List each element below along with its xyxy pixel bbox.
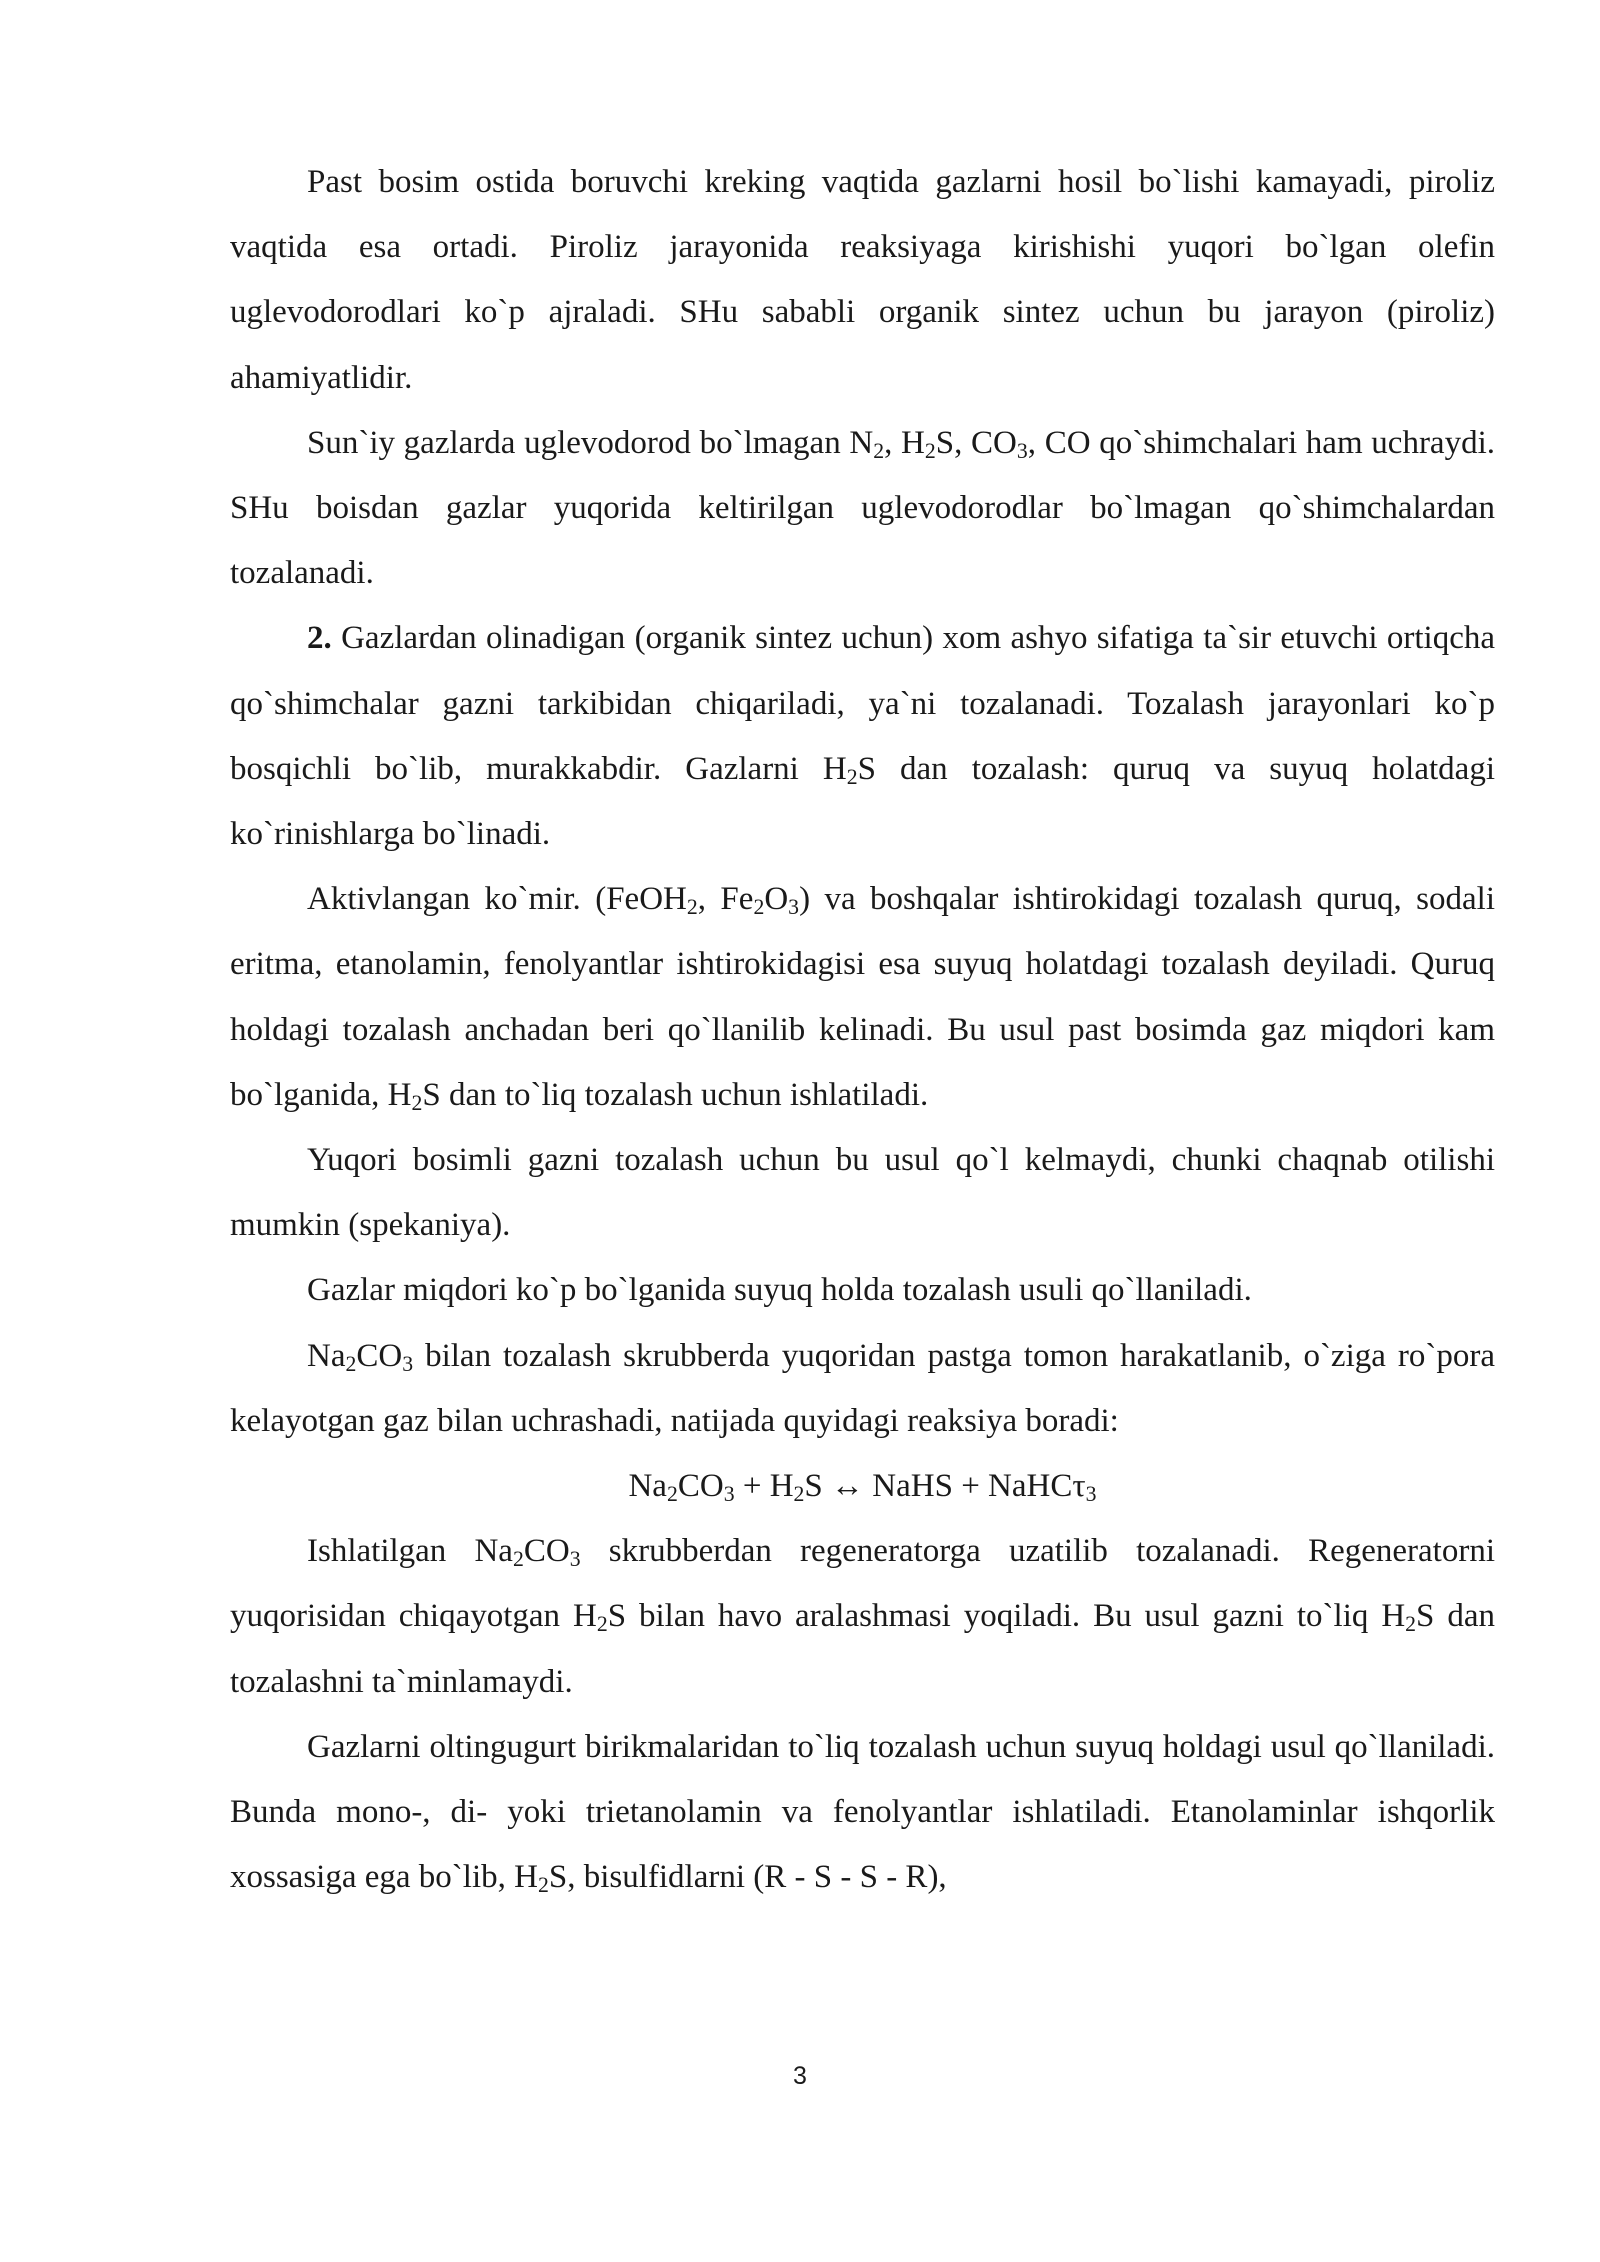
text-run: S dan tozalashni ta`minlamaydi. <box>230 1598 1495 1700</box>
text-run: skrubberdan regeneratorga uzatilib tozalanadi. Regeneratorni yuqorisidan chiqayotgan H <box>230 1533 1496 1635</box>
text-run: Yuqori bosimli gazni tozalash uchun bu usul qo`l kelmaydi, chunki chaqnab otilishi mumkin (spekaniya). <box>230 1142 1495 1244</box>
subscript: 2 <box>686 895 698 920</box>
text-run: S, CO <box>935 424 1017 461</box>
text-run: O <box>764 881 789 918</box>
subscript: 2 <box>537 1873 549 1898</box>
subscript: 3 <box>1016 438 1028 463</box>
text-run: + H <box>734 1468 794 1505</box>
subscript: 3 <box>1085 1481 1097 1506</box>
subscript: 2 <box>1405 1612 1417 1637</box>
text-run: Gazlar miqdori ko`p bo`lganida suyuq holda tozalash usuli qo`llaniladi. <box>307 1272 1252 1309</box>
text-run: CO <box>356 1337 403 1374</box>
text-run: S dan tozalash: quruq va suyuq holatdagi ko`rinishlarga bo`linadi. <box>230 750 1495 853</box>
text-run: S ↔ NaHS + NaHCτ <box>804 1468 1086 1505</box>
reaction-equation <box>230 1454 1495 1519</box>
page-number: 3 <box>793 2062 807 2090</box>
bold-number: 2. <box>307 620 332 657</box>
text-run: S bilan havo aralashmasi yoqiladi. Bu usul gazni to`liq H <box>607 1598 1406 1635</box>
paragraph-9 <box>230 1715 1495 1911</box>
text-run: , CO qo`shimchalari ham uchraydi. SHu boisdan gazlar yuqorida keltirilgan uglevodorodlar bo`lmagan qo`shimchalardan tozalanadi. <box>230 424 1495 592</box>
paragraph-5 <box>230 1128 1495 1258</box>
text-run: CO <box>677 1468 724 1505</box>
text-run: bilan tozalash skrubberda yuqoridan pastga tomon harakatlanib, o`ziga ro`pora kelayotgan gaz bilan uchrashadi, natijada quyidagi reaksiya boradi: <box>230 1337 1495 1439</box>
subscript: 2 <box>753 895 765 920</box>
paragraph-2 <box>230 411 1495 607</box>
subscript: 3 <box>569 1547 581 1572</box>
text-run: S, bisulfidlarni (R - S - S - R), <box>548 1859 947 1896</box>
text-run: Ishlatilgan Na <box>307 1533 513 1570</box>
text-run: CO <box>523 1533 570 1570</box>
text-run: , Fe <box>697 881 754 918</box>
paragraph-8 <box>230 1519 1495 1715</box>
text-run: Past bosim ostida boruvchi kreking vaqtida gazlarni hosil bo`lishi kamayadi, piroliz vaqtida esa ortadi. Piroliz jarayonida reaksiyaga kirishishi yuqori bo`lgan olefin uglevodorodlari ko`p ajraladi. SHu sababli organik sintez uchun bu jarayon (piroliz) ahamiyatlidir. <box>230 164 1495 396</box>
subscript: 2 <box>793 1481 805 1506</box>
subscript: 3 <box>723 1481 735 1506</box>
text-run: Gazlarni oltingugurt birikmalaridan to`liq tozalash uchun suyuq holdagi usul qo`llaniladi. Bunda mono-, di- yoki trietanolamin va fenolyantlar ishlatiladi. Etanolaminlar ishqorlik xossasiga ega bo`lib, H <box>230 1728 1495 1896</box>
text-run: Gazlardan olinadigan (organik sintez uchun) xom ashyo sifatiga ta`sir etuvchi ortiqcha qo`shimchalar gazni tarkibidan chiqariladi, ya`ni tozalanadi. Tozalash jarayonlari ko`p bosqichli bo`lib, murakkabdir. Gazlarni H <box>230 620 1495 787</box>
subscript: 2 <box>666 1481 678 1506</box>
paragraph-4 <box>230 867 1495 1128</box>
paragraph-7 <box>230 1324 1495 1454</box>
text-run: S dan to`liq tozalash uchun ishlatiladi. <box>422 1076 929 1113</box>
paragraph-6 <box>230 1258 1495 1323</box>
subscript: 2 <box>596 1612 608 1637</box>
paragraph-3 <box>230 606 1495 867</box>
text-run: Sun`iy gazlarda uglevodorod bo`lmagan N <box>307 424 874 461</box>
text-run: Na <box>628 1468 667 1505</box>
text-run: , H <box>884 424 925 461</box>
subscript: 2 <box>924 438 936 463</box>
subscript: 3 <box>402 1351 414 1376</box>
text-run: Na <box>307 1337 346 1374</box>
subscript: 2 <box>411 1090 423 1115</box>
text-run: Aktivlangan ko`mir. (FeOH <box>307 881 687 918</box>
subscript: 2 <box>512 1547 524 1572</box>
paragraph-1 <box>230 150 1495 411</box>
subscript: 2 <box>345 1351 357 1376</box>
document-page <box>230 150 1495 1910</box>
subscript: 2 <box>846 764 858 789</box>
text-run: ) va boshqalar ishtirokidagi tozalash quruq, sodali eritma, etanolamin, fenolyantlar ishtirokidagisi esa suyuq holatdagi tozalash deyiladi. Quruq holdagi tozalash anchadan beri qo`llanilib kelinadi. Bu usul past bosimda gaz miqdori kam bo`lganida, H <box>230 881 1496 1113</box>
subscript: 2 <box>873 438 885 463</box>
subscript: 3 <box>788 895 800 920</box>
